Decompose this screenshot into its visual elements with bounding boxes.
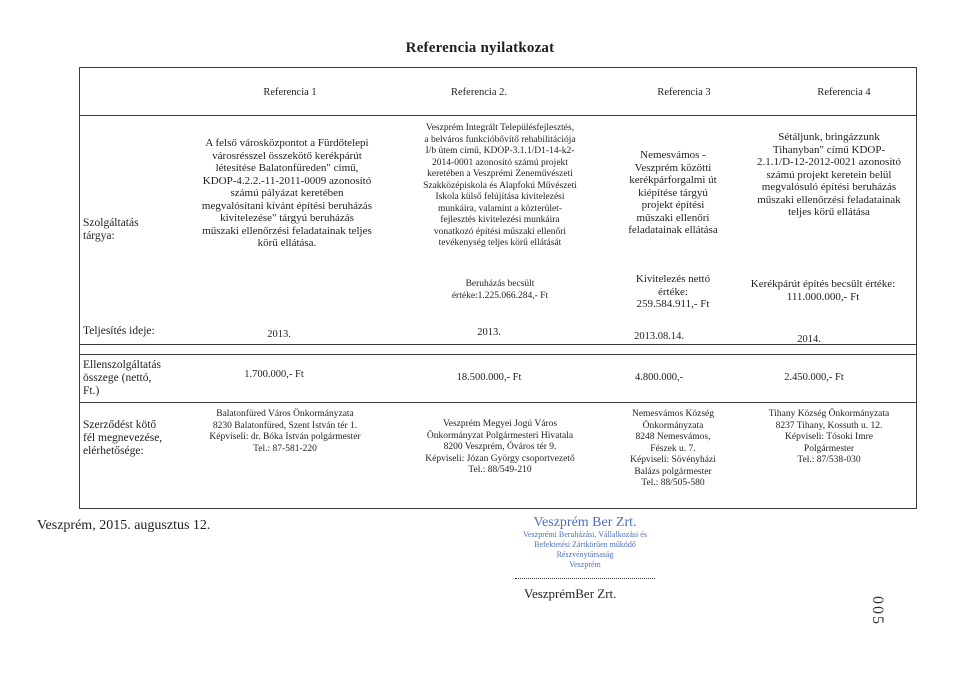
label-subject: Szolgáltatás tárgya: — [83, 216, 139, 242]
signer-name: VeszprémBer Zrt. — [524, 586, 617, 601]
label-amount: Ellenszolgáltatás összege (nettó, Ft.) — [83, 358, 161, 397]
table-border-bottom — [79, 508, 917, 509]
stamp-company-name: Veszprém Ber Zrt. — [533, 515, 637, 530]
investment-ref-4: Kerékpárút építés becsült értéke: 111.000.000,- Ft — [750, 278, 896, 303]
stamp-company-details: Veszprémi Beruházási, Vállalkozási és Befektetési Zártkörűen működő Részvénytársaság Veszprém — [523, 530, 647, 569]
amount-ref-2: 18.500.000,- Ft — [456, 372, 522, 383]
completion-ref-2: 2013. — [477, 327, 501, 338]
signature-date: Veszprém, 2015. augusztus 12. — [37, 518, 211, 533]
investment-ref-3: Kivitelezés nettó értéke: 259.584.911,- Ft — [635, 273, 711, 310]
contact-ref-3: Nemesvámos Község Önkormányzata 8248 Nemesvámos, Fészek u. 7. Képviseli: Sövényházi Balázs polgármester Tel.: 88/505-580 — [630, 409, 716, 488]
contact-ref-1: Balatonfüred Város Önkormányzata 8230 Balatonfüred, Szent István tér 1. Képviseli: dr. Bóka István polgármester Tel.: 87-581-220 — [209, 409, 361, 454]
row-separator — [79, 354, 917, 355]
label-completion: Teljesítés ideje: — [83, 324, 155, 337]
header-ref-2: Referencia 2. — [451, 87, 507, 98]
company-stamp — [505, 515, 665, 585]
reference-table — [79, 67, 917, 509]
header-ref-4: Referencia 4 — [817, 87, 871, 98]
header-ref-1: Referencia 1 — [263, 87, 317, 98]
signature-line — [515, 578, 655, 579]
completion-ref-1: 2013. — [267, 329, 291, 340]
subject-ref-3: Nemesvámos - Veszprém közötti kerékpárforgalmi út kiépítése tárgyú projekt építési műszaki ellenőri feladatainak ellátása — [628, 149, 718, 236]
amount-ref-1: 1.700.000,- Ft — [244, 369, 304, 380]
amount-ref-3: 4.800.000,- — [634, 372, 684, 383]
investment-ref-2: Beruházás becsült értéke:1.225.066.284,- Ft — [451, 279, 549, 301]
completion-ref-3: 2013.08.14. — [634, 331, 684, 342]
header-ref-3: Referencia 3 — [657, 87, 711, 98]
contact-ref-2: Veszprém Megyei Jogú Város Önkormányzat Polgármesteri Hivatala 8200 Veszprém, Óváros tér 9. Képviseli: Józan György csoportvezető Tel.: 88/549-210 — [425, 419, 575, 475]
label-contact: Szerződést kötő fél megnevezése, elérhetősége: — [83, 418, 163, 457]
contact-ref-4: Tihany Község Önkormányzata 8237 Tihany, Kossuth u. 12. Képviseli: Tósoki Imre Polgármester Tel.: 87/538-030 — [768, 409, 890, 465]
header-separator — [79, 115, 917, 116]
amount-ref-4: 2.450.000,- Ft — [784, 372, 844, 383]
subject-ref-1: A felső városközpontot a Fürdőtelepi városrésszel összekötő kerékpárút létesítése Balatonfüreden" című, KDOP-4.2.2.-11-2011-0009 azonosító számú pályázat keretében megvalósítani kívánt építési beruházás kivitelezése" tárgyú beruházás műszaki ellenőrzési feladatainak teljes körű ellátása. — [201, 137, 373, 249]
page-number: 005 — [869, 596, 886, 626]
subject-ref-2: Veszprém Integrált Településfejlesztés, a belváros funkcióbővítő rehabilitációja I/b ütem című, KDOP-3.1.1/D1-14-k2- 2014-0001 azonosító számú projekt keretében a Veszprémi Zeneművészeti Szakközépiskola és Alapfokú Művészeti Iskola külső felújítása kivitelezési munkáira, valamint a közterület- fejlesztés kivitelezési munkáira vonatkozó építési műszaki ellenőri tevékenység teljes körű ellátását — [423, 123, 577, 248]
completion-ref-4: 2014. — [797, 334, 821, 345]
row-separator — [79, 402, 917, 403]
document-title: Referencia nyilatkozat — [405, 40, 555, 56]
subject-ref-4: Sétáljunk, bringázzunk Tihanyban" című KDOP- 2.1.1/D-12-2012-0021 azonosító számú projekt keretein belül megvalósuló építési beruházás műszaki ellenőrzési feladatainak teljes körű ellátása — [757, 131, 901, 218]
